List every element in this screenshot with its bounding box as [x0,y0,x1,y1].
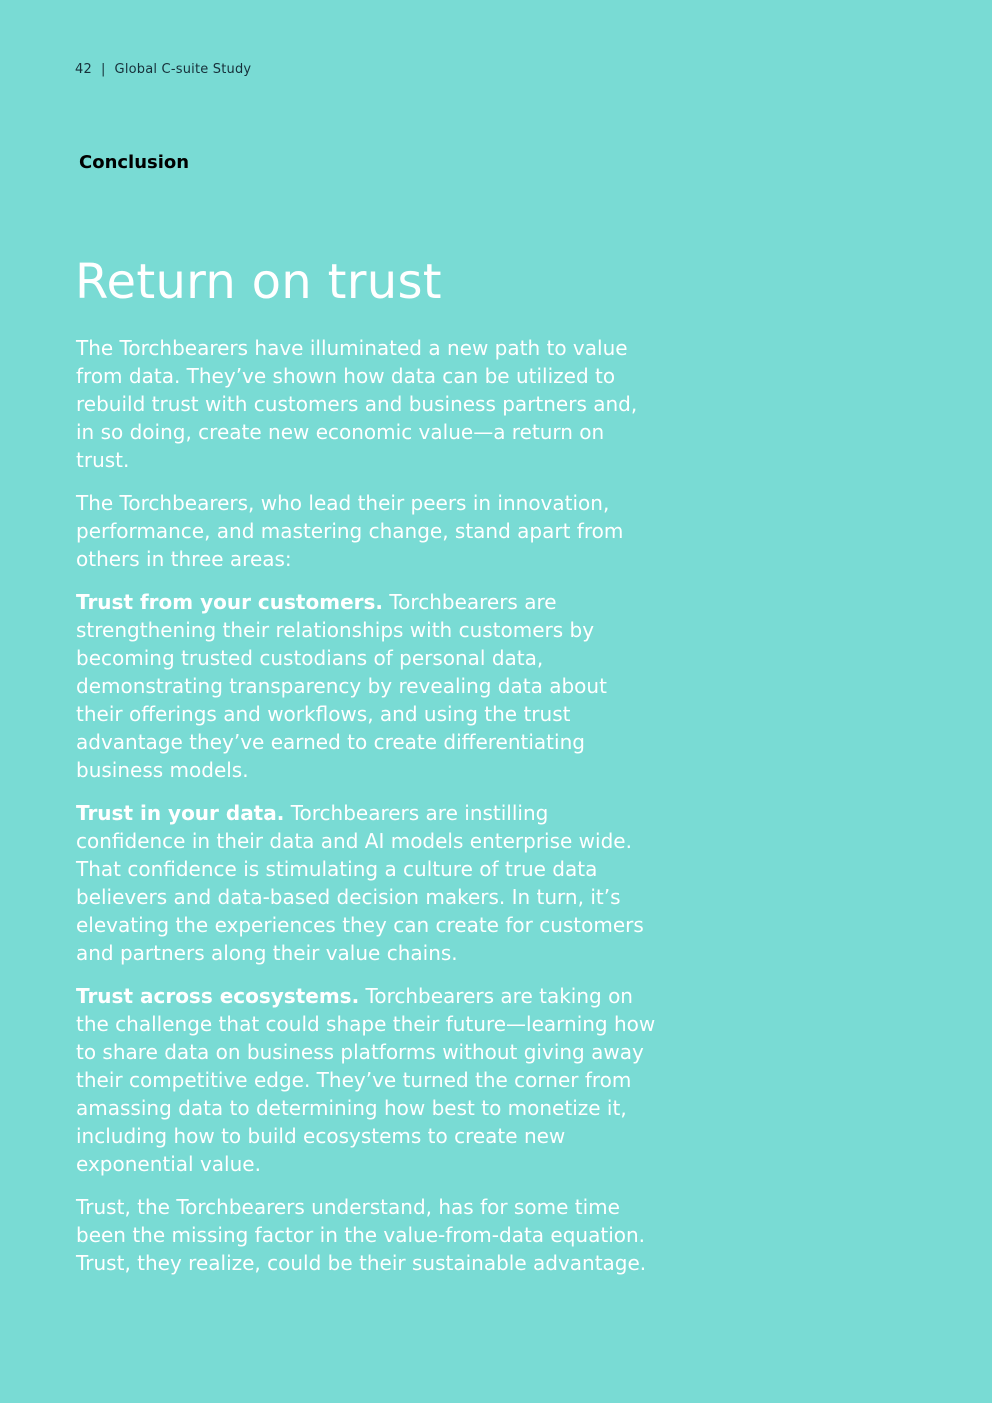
body-text [76,334,656,1292]
page-number: 42 [75,62,92,77]
paragraph-lead: Trust in your data. [76,801,285,825]
header-separator: | [100,62,106,77]
intro-paragraph [76,334,656,474]
section-label: Conclusion [79,152,190,173]
publication-title: Global C-suite Study [114,62,252,77]
paragraph-text: Trust, the Torchbearers understand, has for some time been the missing factor in the value-from-data equation. Trust, they realize, could be their sustainable advantage. [76,1195,647,1275]
closing-paragraph [76,1193,656,1277]
paragraph-lead: Trust from your customers. [76,590,383,614]
trust-data-paragraph [76,799,656,967]
paragraph-text: Torchbearers are instilling confidence in their data and AI models enterprise wide. That confidence is stimulating a culture of true data believers and data-based decision makers. In turn, it’s elevating the experiences they can create for customers and partners along their value chains. [76,801,644,965]
page-title: Return on trust [75,254,442,310]
paragraph-lead: Trust across ecosystems. [76,984,360,1008]
running-header [75,62,251,77]
areas-intro-paragraph [76,489,656,573]
trust-ecosystems-paragraph [76,982,656,1178]
trust-customers-paragraph [76,588,656,784]
paragraph-text: The Torchbearers have illuminated a new path to value from data. They’ve shown how data can be utilized to rebuild trust with customers and business partners and, in so doing, create new economic value—a return on trust. [76,336,638,472]
paragraph-text: Torchbearers are strengthening their relationships with customers by becoming trusted custodians of personal data, demonstrating transparency by revealing data about their offerings and workflows, and using the trust advantage they’ve earned to create differentiating business models. [76,590,607,782]
paragraph-text: Torchbearers are taking on the challenge that could shape their future—learning how to share data on business platforms without giving away their competitive edge. They’ve turned the corner from amassing data to determining how best to monetize it, including how to build ecosystems to create new exponential value. [76,984,656,1176]
paragraph-text: The Torchbearers, who lead their peers in innovation, performance, and mastering change, stand apart from others in three areas: [76,491,624,571]
